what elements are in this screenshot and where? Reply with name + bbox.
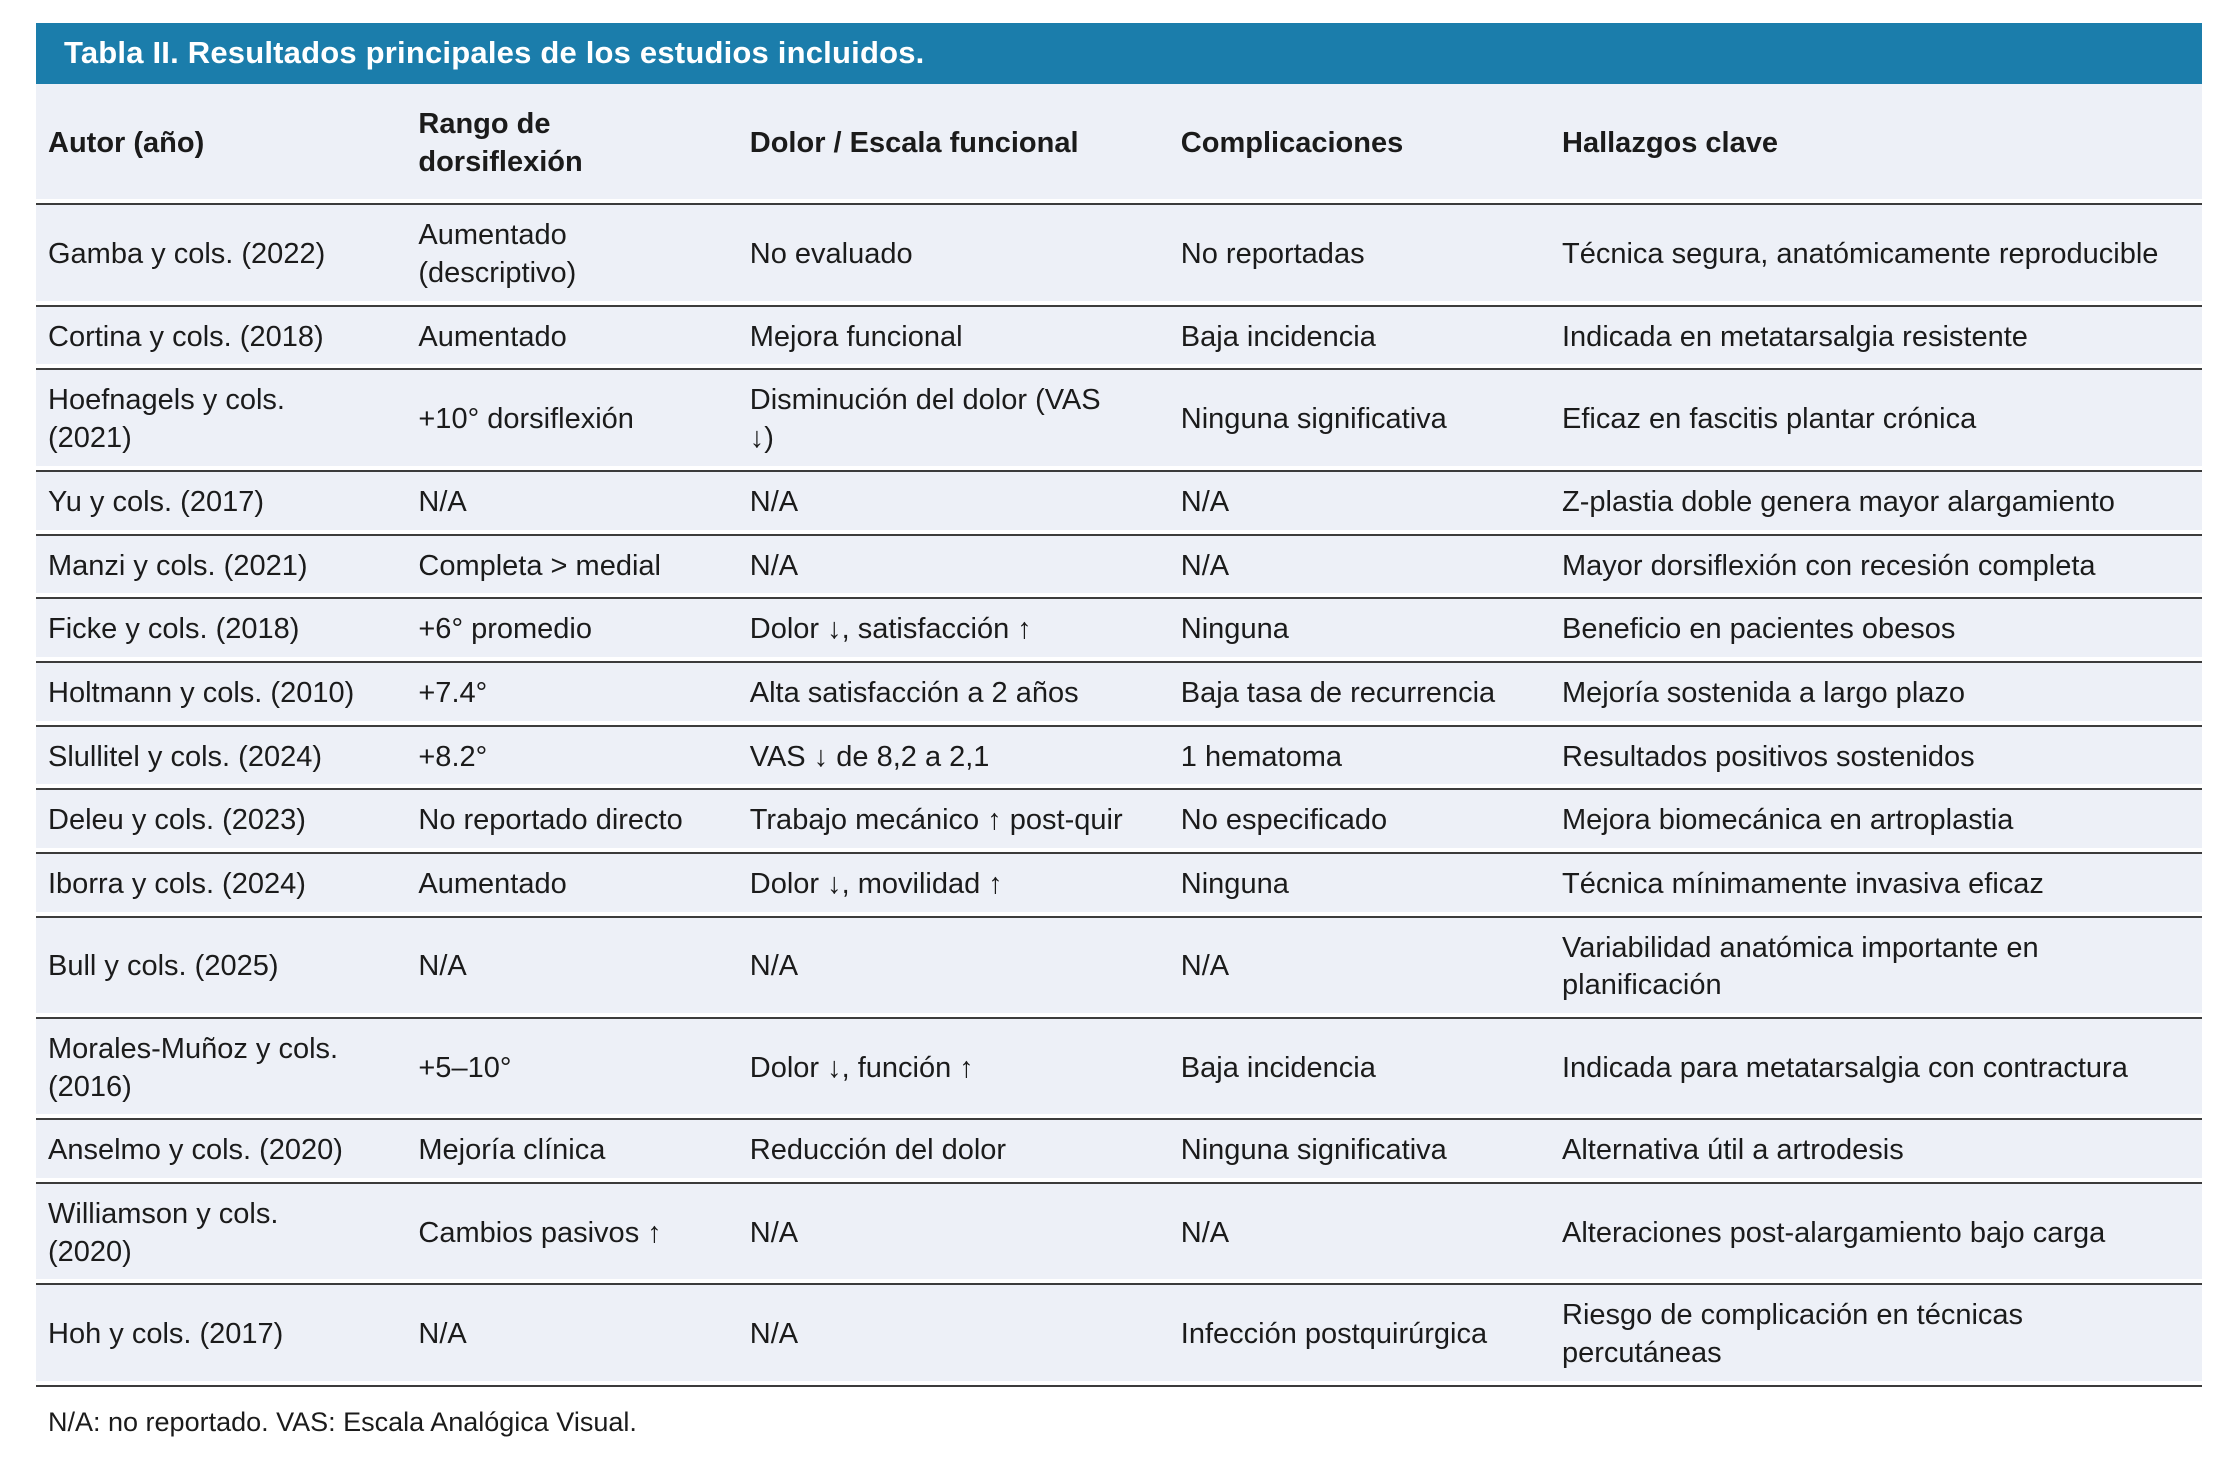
cell-complicaciones: N/A	[1169, 535, 1550, 599]
cell-complicaciones: N/A	[1169, 1183, 1550, 1284]
table-row	[36, 1119, 2202, 1183]
title-row	[36, 23, 2202, 84]
cell-complicaciones: Infección postquirúrgica	[1169, 1284, 1550, 1385]
cell-dolor-escala-funcional: Reducción del dolor	[738, 1119, 1169, 1183]
cell-dolor-escala-funcional: N/A	[738, 471, 1169, 535]
cell-complicaciones: 1 hematoma	[1169, 726, 1550, 790]
table-head	[36, 23, 2202, 204]
cell-rango-dorsiflexion: Aumentado	[406, 853, 737, 917]
table-row	[36, 306, 2202, 370]
cell-autor: Hoh y cols. (2017)	[36, 1284, 406, 1385]
table-row	[36, 789, 2202, 853]
cell-rango-dorsiflexion: Aumentado (descriptivo)	[406, 204, 737, 305]
cell-dolor-escala-funcional: Disminución del dolor (VAS ↓)	[738, 369, 1169, 470]
column-header-dolor-escala-funcional: Dolor / Escala funcional	[738, 84, 1169, 204]
cell-autor: Hoefnagels y cols. (2021)	[36, 369, 406, 470]
cell-dolor-escala-funcional: Dolor ↓, función ↑	[738, 1018, 1169, 1119]
cell-hallazgos-clave: Variabilidad anatómica importante en planificación	[1550, 917, 2202, 1018]
cell-autor: Slullitel y cols. (2024)	[36, 726, 406, 790]
cell-complicaciones: Ninguna	[1169, 598, 1550, 662]
cell-dolor-escala-funcional: No evaluado	[738, 204, 1169, 305]
column-header-row	[36, 84, 2202, 204]
cell-autor: Iborra y cols. (2024)	[36, 853, 406, 917]
cell-complicaciones: No reportadas	[1169, 204, 1550, 305]
cell-dolor-escala-funcional: N/A	[738, 1284, 1169, 1385]
cell-hallazgos-clave: Técnica mínimamente invasiva eficaz	[1550, 853, 2202, 917]
cell-hallazgos-clave: Resultados positivos sostenidos	[1550, 726, 2202, 790]
cell-hallazgos-clave: Mejora biomecánica en artroplastia	[1550, 789, 2202, 853]
table-row	[36, 204, 2202, 305]
cell-complicaciones: Ninguna	[1169, 853, 1550, 917]
cell-complicaciones: Baja incidencia	[1169, 1018, 1550, 1119]
cell-dolor-escala-funcional: N/A	[738, 1183, 1169, 1284]
cell-hallazgos-clave: Técnica segura, anatómicamente reproducible	[1550, 204, 2202, 305]
cell-rango-dorsiflexion: +7.4°	[406, 662, 737, 726]
cell-hallazgos-clave: Indicada en metatarsalgia resistente	[1550, 306, 2202, 370]
cell-autor: Morales-Muñoz y cols. (2016)	[36, 1018, 406, 1119]
table-row	[36, 1018, 2202, 1119]
cell-dolor-escala-funcional: Trabajo mecánico ↑ post-quir	[738, 789, 1169, 853]
page	[36, 23, 2202, 1440]
cell-autor: Manzi y cols. (2021)	[36, 535, 406, 599]
cell-dolor-escala-funcional: N/A	[738, 917, 1169, 1018]
cell-dolor-escala-funcional: Dolor ↓, satisfacción ↑	[738, 598, 1169, 662]
cell-dolor-escala-funcional: Mejora funcional	[738, 306, 1169, 370]
cell-complicaciones: N/A	[1169, 471, 1550, 535]
cell-autor: Yu y cols. (2017)	[36, 471, 406, 535]
cell-hallazgos-clave: Alteraciones post-alargamiento bajo carga	[1550, 1183, 2202, 1284]
cell-rango-dorsiflexion: N/A	[406, 471, 737, 535]
table-row	[36, 369, 2202, 470]
cell-hallazgos-clave: Indicada para metatarsalgia con contractura	[1550, 1018, 2202, 1119]
cell-autor: Holtmann y cols. (2010)	[36, 662, 406, 726]
table-row	[36, 535, 2202, 599]
cell-rango-dorsiflexion: Aumentado	[406, 306, 737, 370]
cell-rango-dorsiflexion: N/A	[406, 917, 737, 1018]
table-row	[36, 598, 2202, 662]
cell-complicaciones: No especificado	[1169, 789, 1550, 853]
cell-complicaciones: Ninguna significativa	[1169, 369, 1550, 470]
table-row	[36, 726, 2202, 790]
cell-dolor-escala-funcional: N/A	[738, 535, 1169, 599]
results-table	[36, 23, 2202, 1387]
cell-autor: Ficke y cols. (2018)	[36, 598, 406, 662]
column-header-hallazgos-clave: Hallazgos clave	[1550, 84, 2202, 204]
table-row	[36, 1284, 2202, 1385]
table-row	[36, 917, 2202, 1018]
cell-hallazgos-clave: Riesgo de complicación en técnicas percutáneas	[1550, 1284, 2202, 1385]
table-row	[36, 471, 2202, 535]
column-header-complicaciones: Complicaciones	[1169, 84, 1550, 204]
cell-rango-dorsiflexion: N/A	[406, 1284, 737, 1385]
cell-rango-dorsiflexion: Mejoría clínica	[406, 1119, 737, 1183]
cell-complicaciones: N/A	[1169, 917, 1550, 1018]
cell-rango-dorsiflexion: +6° promedio	[406, 598, 737, 662]
cell-rango-dorsiflexion: +8.2°	[406, 726, 737, 790]
table-footnote: N/A: no reportado. VAS: Escala Analógica Visual.	[48, 1406, 637, 1437]
cell-dolor-escala-funcional: Dolor ↓, movilidad ↑	[738, 853, 1169, 917]
cell-autor: Deleu y cols. (2023)	[36, 789, 406, 853]
table-row	[36, 1183, 2202, 1284]
cell-rango-dorsiflexion: No reportado directo	[406, 789, 737, 853]
cell-dolor-escala-funcional: VAS ↓ de 8,2 a 2,1	[738, 726, 1169, 790]
cell-autor: Williamson y cols. (2020)	[36, 1183, 406, 1284]
cell-complicaciones: Baja tasa de recurrencia	[1169, 662, 1550, 726]
cell-hallazgos-clave: Beneficio en pacientes obesos	[1550, 598, 2202, 662]
table-title: Tabla II. Resultados principales de los estudios incluidos.	[36, 23, 2202, 84]
cell-autor: Bull y cols. (2025)	[36, 917, 406, 1018]
table-body	[36, 204, 2202, 1385]
cell-rango-dorsiflexion: +10° dorsiflexión	[406, 369, 737, 470]
column-header-autor: Autor (año)	[36, 84, 406, 204]
cell-autor: Gamba y cols. (2022)	[36, 204, 406, 305]
cell-rango-dorsiflexion: Cambios pasivos ↑	[406, 1183, 737, 1284]
cell-autor: Anselmo y cols. (2020)	[36, 1119, 406, 1183]
cell-autor: Cortina y cols. (2018)	[36, 306, 406, 370]
cell-complicaciones: Ninguna significativa	[1169, 1119, 1550, 1183]
cell-hallazgos-clave: Mayor dorsiflexión con recesión completa	[1550, 535, 2202, 599]
cell-rango-dorsiflexion: +5–10°	[406, 1018, 737, 1119]
table-row	[36, 853, 2202, 917]
table-row	[36, 662, 2202, 726]
cell-hallazgos-clave: Mejoría sostenida a largo plazo	[1550, 662, 2202, 726]
cell-hallazgos-clave: Alternativa útil a artrodesis	[1550, 1119, 2202, 1183]
cell-dolor-escala-funcional: Alta satisfacción a 2 años	[738, 662, 1169, 726]
cell-complicaciones: Baja incidencia	[1169, 306, 1550, 370]
cell-rango-dorsiflexion: Completa > medial	[406, 535, 737, 599]
column-header-rango-dorsiflexion: Rango de dorsiflexión	[406, 84, 737, 204]
cell-hallazgos-clave: Eficaz en fascitis plantar crónica	[1550, 369, 2202, 470]
cell-hallazgos-clave: Z-plastia doble genera mayor alargamiento	[1550, 471, 2202, 535]
